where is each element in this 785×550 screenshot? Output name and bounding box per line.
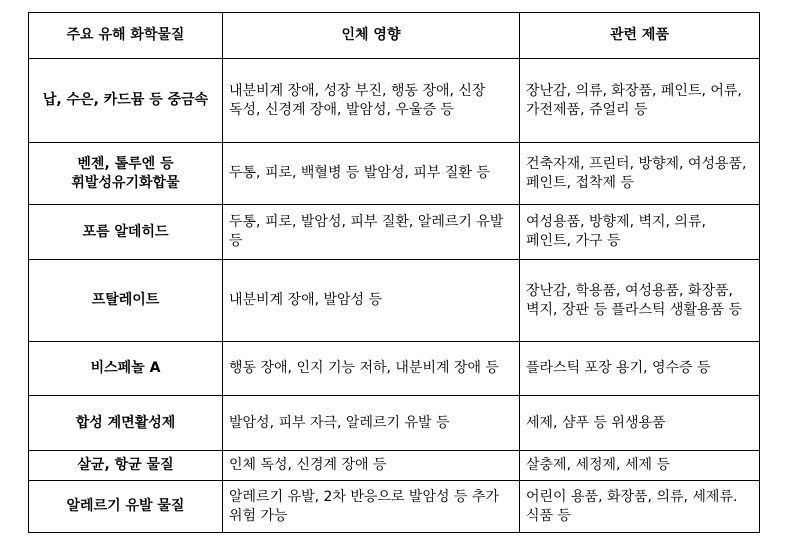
chemical-cell: 알레르기 유발 물질 — [29, 481, 223, 533]
header-row — [29, 13, 760, 59]
products-cell: 여성용품, 방향제, 벽지, 의류, 페인트, 가구 등 — [520, 205, 760, 260]
products-cell: 장난감, 의류, 화장품, 페인트, 어류, 가전제품, 쥬얼리 등 — [520, 59, 760, 143]
effect-cell: 행동 장애, 인지 기능 저하, 내분비계 장애 등 — [223, 342, 520, 396]
products-cell: 세제, 샴푸 등 위생용품 — [520, 396, 760, 451]
table-row — [29, 143, 760, 205]
chemical-cell: 프탈레이트 — [29, 260, 223, 342]
chemical-cell: 비스페놀 A — [29, 342, 223, 396]
effect-cell: 인체 독성, 신경계 장애 등 — [223, 451, 520, 481]
table-row — [29, 59, 760, 143]
chemical-cell: 합성 계면활성제 — [29, 396, 223, 451]
chemical-effects-table — [28, 12, 760, 533]
table-row — [29, 205, 760, 260]
effect-cell: 두통, 피로, 백혈병 등 발암성, 피부 질환 등 — [223, 143, 520, 205]
chemical-cell: 납, 수은, 카드뮴 등 중금속 — [29, 59, 223, 143]
effect-cell: 내분비계 장애, 발암성 등 — [223, 260, 520, 342]
products-cell: 어린이 용품, 화장품, 의류, 세제류. 식품 등 — [520, 481, 760, 533]
header-products: 관련 제품 — [520, 13, 760, 59]
effect-cell: 두통, 피로, 발암성, 피부 질환, 알레르기 유발 등 — [223, 205, 520, 260]
chemical-cell: 살균, 항균 물질 — [29, 451, 223, 481]
table-row — [29, 396, 760, 451]
effect-cell: 내분비계 장애, 성장 부진, 행동 장애, 신장 독성, 신경계 장애, 발암성, 우울증 등 — [223, 59, 520, 143]
effect-cell: 알레르기 유발, 2차 반응으로 발암성 등 추가 위험 가능 — [223, 481, 520, 533]
chemical-cell: 벤젠, 톨루엔 등 휘발성유기화합물 — [29, 143, 223, 205]
products-cell: 건축자재, 프린터, 방향제, 여성용품, 페인트, 접착제 등 — [520, 143, 760, 205]
header-chemical: 주요 유해 화학물질 — [29, 13, 223, 59]
table-row — [29, 451, 760, 481]
table-row — [29, 260, 760, 342]
table-row — [29, 342, 760, 396]
chemical-cell: 포름 알데히드 — [29, 205, 223, 260]
effect-cell: 발암성, 피부 자극, 알레르기 유발 등 — [223, 396, 520, 451]
products-cell: 살충제, 세정제, 세제 등 — [520, 451, 760, 481]
products-cell: 플라스틱 포장 용기, 영수증 등 — [520, 342, 760, 396]
table-row — [29, 481, 760, 533]
header-effect: 인체 영향 — [223, 13, 520, 59]
products-cell: 장난감, 학용품, 여성용품, 화장품, 벽지, 장판 등 플라스틱 생활용품 등 — [520, 260, 760, 342]
